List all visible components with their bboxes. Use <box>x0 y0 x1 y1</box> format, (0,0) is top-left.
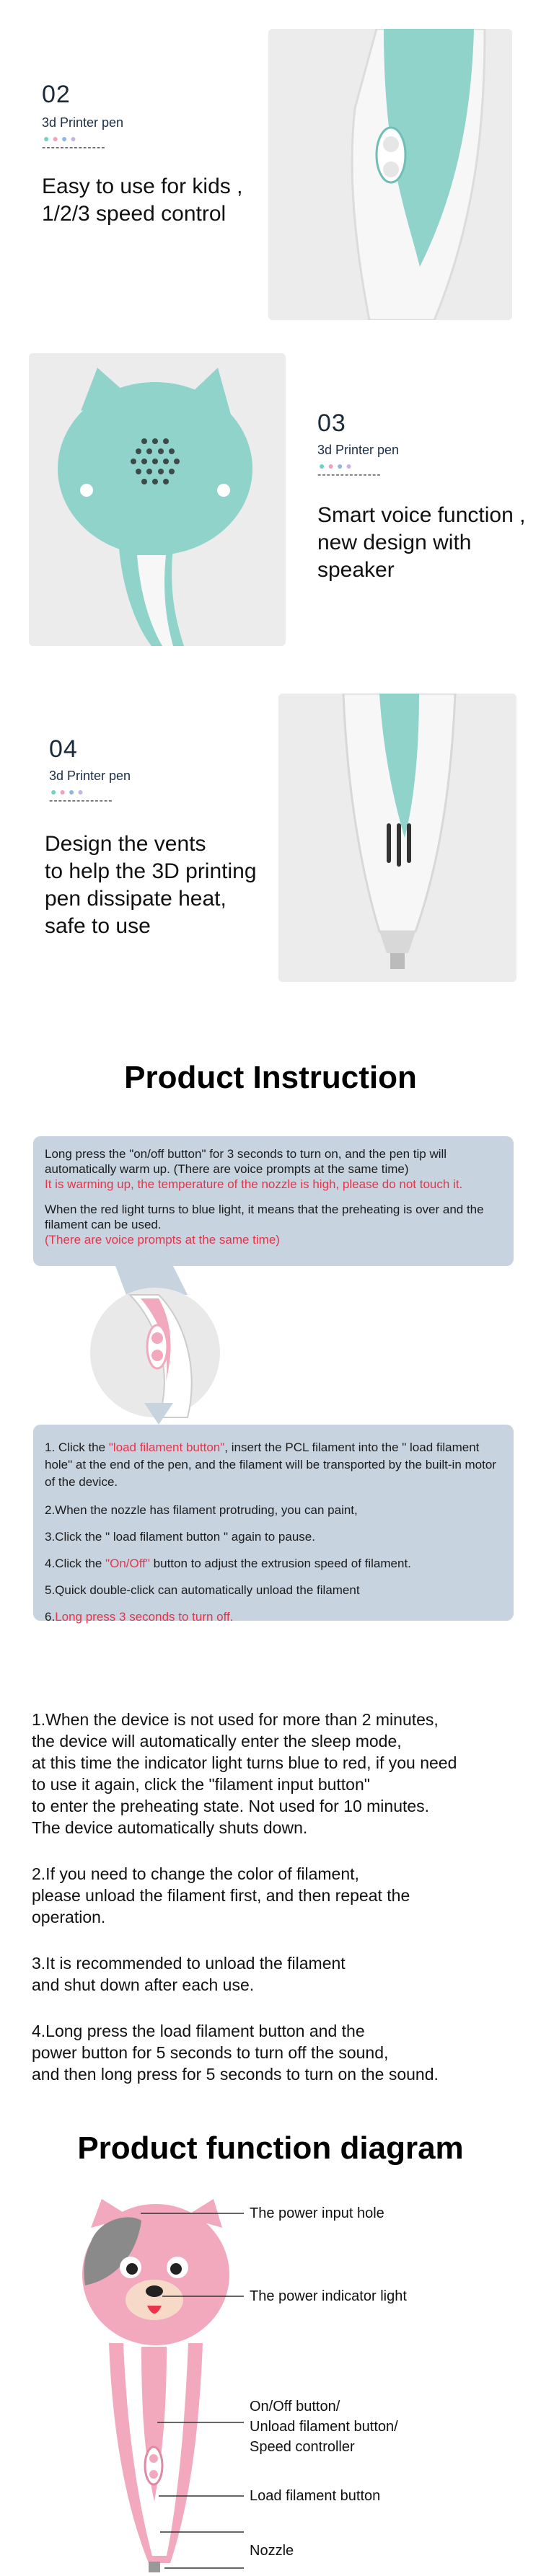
color-dots: ●●●● <box>43 133 79 144</box>
feature-text: Easy to use for kids , 1/2/3 speed control <box>42 174 243 226</box>
label-power-indicator: The power indicator light <box>250 2288 407 2304</box>
instruction-box-1 <box>33 1136 514 1266</box>
feature-subtitle: 3d Printer pen <box>49 769 131 783</box>
instruction-text: When the red light turns to blue light, it means that the preheating is over and the filament can be used. <box>45 1203 484 1231</box>
warning-text: (There are voice prompts at the same time) <box>45 1233 280 1247</box>
instruction-box-2 <box>33 1425 514 1624</box>
pen-buttons-illustration <box>72 1266 289 1425</box>
bear-head-photo <box>29 353 286 646</box>
note-item: 3.It is recommended to unload the filament and shut down after each use. <box>32 1954 346 1994</box>
pen-vents-photo <box>278 694 516 982</box>
section-title: Product Instruction <box>124 1060 417 1095</box>
instruction-text: Long press the "on/off button" for 3 seconds to turn on, and the pen tip will automatically warm up. (There are voice prompts at the same time) <box>45 1147 447 1176</box>
feature-subtitle: 3d Printer pen <box>42 115 124 130</box>
divider-dashes: -------------- <box>42 141 106 154</box>
feature-number: 02 <box>42 81 71 108</box>
divider-dashes: -------------- <box>317 469 382 481</box>
step-4: 4.Click the "On/Off" button to adjust the extrusion speed of filament. <box>45 1557 411 1570</box>
section-title: Product function diagram <box>77 2130 464 2166</box>
feature-number: 04 <box>49 735 78 763</box>
label-power-input-hole: The power input hole <box>250 2205 384 2221</box>
color-dots: ●●●● <box>319 460 355 472</box>
callout-lines <box>0 2199 541 2572</box>
color-dots: ●●●● <box>50 786 87 797</box>
divider-dashes: -------------- <box>49 795 113 807</box>
note-item: 2.If you need to change the color of filament, please unload the filament first, and then repeat the operation. <box>32 1864 410 1926</box>
label-load-filament-button: Load filament button <box>250 2488 381 2504</box>
feature-text: Design the vents to help the 3D printing pen dissipate heat, safe to use <box>45 832 257 938</box>
feature-text: Smart voice function , new design with speaker <box>317 503 526 582</box>
pen-grip-photo <box>268 29 512 320</box>
step-6: 6.Long press 3 seconds to turn off. <box>45 1610 234 1624</box>
step-5: 5.Quick double-click can automatically unload the filament <box>45 1583 360 1597</box>
feature-subtitle: 3d Printer pen <box>317 443 400 457</box>
note-item: 4.Long press the load filament button and the power button for 5 seconds to turn off the sound, and then long press for 5 seconds to turn on the sound. <box>32 2022 439 2084</box>
step-3: 3.Click the " load filament button " again to pause. <box>45 1530 315 1544</box>
step-1: 1. Click the "load filament button", insert the PCL filament into the " load filament hole" at the end of the pen, and the filament will be transported by the built-in motor of the device. <box>45 1440 496 1489</box>
usage-notes <box>32 1709 522 2110</box>
warning-text: It is warming up, the temperature of the nozzle is high, please do not touch it. <box>45 1177 463 1191</box>
step-2: 2.When the nozzle has filament protruding, you can paint, <box>45 1503 358 1517</box>
label-onoff-button: On/Off button/ Unload filament button/ Speed controller <box>250 2399 398 2455</box>
note-item: 1.When the device is not used for more than 2 minutes, the device will automatically enter the sleep mode, at this time the indicator light turns blue to red, if you need to use it again, click the "filament input button" to enter the preheating state. Not used for 10 minutes. The device automatically shuts down. <box>32 1710 457 1837</box>
label-nozzle: Nozzle <box>250 2543 294 2559</box>
feature-number: 03 <box>317 410 346 437</box>
